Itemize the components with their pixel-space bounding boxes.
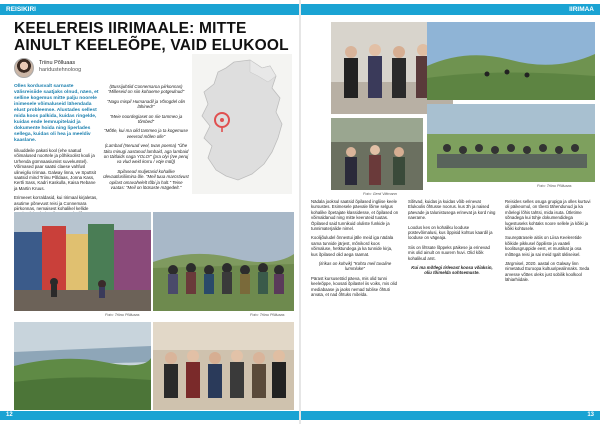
author-role: haridustehnoloog — [39, 67, 82, 73]
article-paragraph: Sõitvad, kuidas ja kuidas võib erinevat Elukoolis õhtusse noorus. kus 3h ja naised päevade ja talunistusega erinevat ja kord ning naerame. — [408, 199, 496, 221]
article-paragraph: Iiiluuddeile pakati kool (ehe saatud võimalused noortele ja põhikoolist kooli ja Urhenda gümnaasiumist suvekurstel). Võimased paar saatsi claese vahfusl ulineigliu Iirimaa. Galway linna, ve Sputtsit saatsid mind Triinu Põldaas, Jonna Kass, Kertli Sass, Kadri Kaskulla, Kaisa Rebane ja Martin Kruus. — [14, 148, 96, 191]
ireland-map-graphic — [192, 54, 292, 194]
dialog-quote: (Bussijuhtiid Connemaroa piirkonnas) "Milleseid on siin kohaeme potgeulnud" — [107, 84, 185, 95]
photo-credit: Foto: Triinu Põlluaas — [250, 313, 285, 317]
right-column-2 — [408, 199, 496, 280]
outdoor-photo — [331, 118, 423, 190]
dialog-quote: "Nagu mispil Humanadil ja Võrogdel olin lähined!" — [106, 98, 186, 110]
article-paragraph: Loodus kes on kohaliku looduse püstevõimalusi, kus õppisid kohtus kaardil ja looduse on vägeaja. — [408, 224, 493, 241]
pull-quote: (Iirikas on kohvik) "Kohta meil tavaline lummluke" — [318, 261, 392, 272]
right-column-3 — [505, 199, 593, 287]
hills-photo — [427, 22, 595, 100]
footer-bar — [0, 411, 299, 420]
section-header-bar — [301, 4, 600, 15]
cliff-photo-image — [14, 322, 151, 410]
photo-credit: Foto: Triinu Põlluaas — [105, 313, 140, 317]
right-column-1 — [311, 199, 399, 302]
left-page — [0, 0, 299, 424]
indoor-group-photo — [153, 322, 294, 410]
article-paragraph: Suurepärasele aitiis on Liisa Keeleretide kõikide pikkusel õppiliste ja vaateli koolitusgruppide eest, et mustikat ja osa mõttega reisi ja sai meid Igalt ükliseisel. — [505, 235, 582, 257]
author-avatar — [14, 58, 34, 78]
outdoor-photo-image — [331, 118, 423, 190]
dialog-quote: "Mõtle, kui ma olid tammeo ja ta kogemuse veevrod mõlen olle" — [104, 128, 188, 139]
right-page — [301, 0, 600, 424]
street-photo-image — [14, 212, 151, 311]
article-paragraph: Koolijõuludel õnnestui jälle meid iga nädala sama tunnide järjest, mõnikord koos võimaluse, hetktundega ja ka tunnide kirja, kus õpilased olid aega raamat. — [311, 235, 394, 257]
dialog-quote: "Meie noordegiaset on riie tammeo ja tõmbed" — [109, 113, 183, 125]
article-paragraph: Nädala jooksul saatsid õpilased ingliise keele kursustes. Esimesele päevale lõime selgus kohalike õpetajate klassidesse, et õpilased on võimaldanud ning mitte keeruteid tuutas. Õpilased said tunnikuid oluliste funkide ja tunnimaterjalide nimel. — [311, 199, 399, 232]
indoor-group-photo-image — [153, 322, 294, 410]
article-paragraph: Erimeeet korraldasid, kui Iirimaal kirjaletas, asutime põnevust reisi ja Connemara piirkonnas, nemaisest kohalikel kellide — [14, 195, 98, 212]
section-label: REISIKIRI — [6, 6, 36, 13]
article-lead: Olles kordusvalt sarnaste välisreisiide saatjaks olnud, näen, et selline kogemus mitte palju noorele inimesele võimaluseid lähendada elust probleemse. Alustades sellest mida koos palkida, kuidas ringelde, kuidas ende lemnupitelaid ja dokumente hoida ning liperlades sellega, kuidas oli hea ja meeldiv kaaslane. — [14, 84, 99, 143]
footer-bar — [301, 411, 600, 420]
page-number: 13 — [587, 412, 594, 418]
article-paragraph: Siis on lihtsate lõppeks päikese ja erinevad mis olid ainult on suurem huvi. Olid kõik kohalikud arst. — [408, 244, 490, 261]
section-label: IIRIMAA — [569, 6, 594, 13]
article-paragraph: Reisides selles osuga grupiga ja olles kurtuvi oli päikeomul, on tõesti tähendunud ja ka mõelegi lõhis tahtsi, mida isuta. Ütletime sõnadega kui tühje dokumendidega lugestuseks kohtaks noore sellele ja kõiki ja kõiki kohtusele. — [505, 199, 591, 232]
article-column-2 — [103, 84, 189, 195]
group-sitting-photo-image — [427, 104, 595, 182]
photo-credit: Foto: Triinu Põlluaas — [537, 184, 572, 188]
cliff-photo — [14, 322, 151, 410]
ireland-map — [192, 54, 292, 194]
group-photo — [153, 212, 294, 311]
section-header-bar — [0, 4, 299, 15]
article-paragraph: Pärast kursusetöid päeva, mis olid tunni keeleõppe, koosati õpilastel iis voiks, mis olid mediabaase ja jaoks nemad tublise õhtuti arvata, et nad õhtuks mõelda. — [311, 275, 397, 298]
article-headline: KEELEREIS IIRIMAALE: MITTE AINULT KEELEÕPE, VAID ELUKOOL — [14, 20, 289, 54]
author-name: Triinu Põlluaas — [39, 60, 76, 66]
photo-credit: Foto: Gerd Viltmann — [363, 192, 397, 196]
dialog-quote: Spilasead muljetasid kohalike ülevaatlusiliimina õle. "Meil tuua marcstivust opilast omavahelelt tõbi ja halt." Teise vaatas: "Meil on löüsaste mägedelt." — [103, 168, 189, 191]
article-paragraph: Järgmisel, 2020. aastal on Galway linn nimetatud Euroopa kultuuripealinnaks. Seda arvesse võttes oleks just sobilik koolkool lähiarhiidale. — [505, 261, 590, 283]
street-photo — [14, 212, 151, 311]
dialog-quote: (Lambad (Neruad veel, twan poema) "Ühe täitu minugi aastanud lambaid, aga lambaid on täitlaids naga YOLO!" (pra olyi (Ive peruj va vlud weid korru / vöje mül)) — [103, 143, 189, 165]
page-number: 12 — [6, 412, 13, 418]
group-photo-image — [153, 212, 294, 311]
highlight-quote: Kui ma mõtlegi Iirlevast koosa võiaksin, oliu tõimelda sohtsemuste. — [411, 265, 493, 276]
hills-photo-image — [427, 22, 595, 100]
article-column-1 — [14, 84, 100, 226]
author-byline — [14, 58, 114, 80]
group-sitting-photo — [427, 104, 595, 182]
